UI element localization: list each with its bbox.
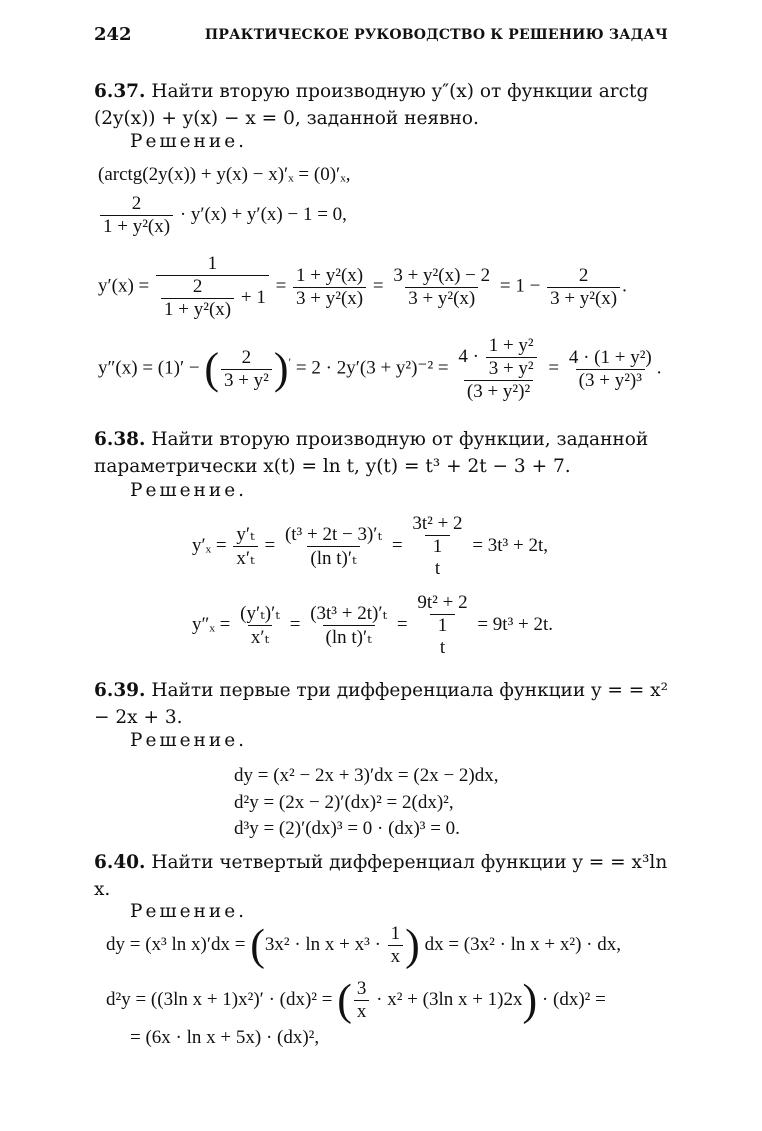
denominator: t xyxy=(439,637,446,658)
denominator: x′ₜ xyxy=(233,546,257,570)
equation: y′ₓ = $\frac{\text{y′ₜ}}{\text{x′ₜ}}$ = $\frac{\text{(t³ + 2t − 3)′ₜ}}{\text{(ln t)′ₜ}}$ = 3t² + 2 1 t = 3t³ + 2t, xyxy=(192,513,548,579)
denominator: x′ₜ xyxy=(248,625,272,649)
problem-number: 6.38. xyxy=(94,429,146,450)
equation-text: dx = (3x² · ln x + x²) · dx, xyxy=(424,933,621,955)
fraction xyxy=(293,265,366,310)
numerator: 1 xyxy=(437,615,448,636)
solution-label: Решение. xyxy=(130,131,248,152)
numerator: 1 + y² xyxy=(488,335,534,356)
fraction xyxy=(409,513,465,580)
fraction xyxy=(435,615,451,659)
numerator: 1 xyxy=(432,536,443,557)
numerator: 2 xyxy=(192,276,203,297)
equation-text: = 9t³ + 2t. xyxy=(477,613,554,635)
equation: d²y = ((3ln x + 1)x²)′ · (dx)² = ( $\frac{3}{x}$ · x² + (3ln x + 1)2x) · (dx)² = xyxy=(106,975,606,1025)
fraction xyxy=(156,253,269,321)
equation-text: = 3t³ + 2t, xyxy=(472,534,548,556)
numerator: 3t² + 2 xyxy=(412,513,463,534)
equation-text: = 2 · 2y′(3 + y²)⁻² = xyxy=(295,357,449,379)
numerator: (t³ + 2t − 3)′ₜ xyxy=(284,524,383,545)
equation-text: y′(x) = xyxy=(98,275,150,297)
denominator: 3 + y² xyxy=(486,357,537,380)
equation: y″(x) = (1)′ − ( $\frac{2}{\text{3 + y²}}$ )′ = 2 · 2y′(3 + y²)⁻² = 4 · $\frac{\text{1 + y²}}{\text{3 + y²}}$ (3 + y²)² = $\frac{\text{4 · (1 + y²)}}{\text{(3 + y²)³}}$ . xyxy=(98,335,662,402)
equation: dy = (x² − 2x + 3)′dx = (2x − 2)dx, xyxy=(234,765,499,786)
numerator: 3 xyxy=(356,978,367,999)
numerator: 9t² + 2 xyxy=(417,592,468,613)
equation: dy = (x³ ln x)′dx = (3x² · ln x + x³ · $\frac{1}{x}$ ) dx = (3x² · ln x + x²) · dx, xyxy=(106,920,621,970)
equation-text: y″(x) = (1)′ − xyxy=(98,357,200,379)
problem-number: 6.40. xyxy=(94,852,146,873)
numerator: 2 xyxy=(241,346,252,368)
denominator: x xyxy=(388,945,404,968)
problem-text: Найти первые три дифференциала функции y = = x² − 2x + 3. xyxy=(94,680,669,728)
denominator: (ln t)′ₜ xyxy=(307,546,359,570)
running-title: ПРАКТИЧЕСКОЕ РУКОВОДСТВО К РЕШЕНИЮ ЗАДАЧ xyxy=(204,27,668,43)
page-number: 242 xyxy=(94,24,132,45)
equation xyxy=(98,193,347,238)
equation-text: + 1 xyxy=(240,286,266,308)
numerator: 1 + y²(x) xyxy=(296,264,364,286)
denominator: x xyxy=(354,1000,370,1023)
numerator: y′ₜ xyxy=(236,524,255,545)
denominator: t xyxy=(434,558,441,579)
fraction xyxy=(455,335,541,403)
numerator: (y′ₜ)′ₜ xyxy=(240,603,280,624)
denominator: 3 + y²(x) xyxy=(547,287,620,310)
equation-text: · (dx)² = xyxy=(541,988,606,1010)
problem-number: 6.39. xyxy=(94,680,146,701)
denominator: 3 + y²(x) xyxy=(405,287,478,310)
fraction xyxy=(388,923,404,968)
numerator: (3t³ + 2t)′ₜ xyxy=(310,603,388,624)
fraction xyxy=(233,523,257,570)
fraction xyxy=(547,265,620,310)
numerator: 1 xyxy=(207,253,218,274)
problem-text: Найти вторую производную от функции, заданной параметрически x(t) = ln t, y(t) = t³ + 2t − 3 + 7. xyxy=(94,429,649,477)
equation-text: · y′(x) + y′(x) − 1 = 0, xyxy=(179,203,347,225)
numerator: 3 + y²(x) − 2 xyxy=(393,264,491,286)
equation: = (6x · ln x + 5x) · (dx)², xyxy=(130,1027,320,1048)
fraction xyxy=(414,592,470,659)
problem-text: Найти четвертый дифференциал функции y = = x³ln x. xyxy=(94,852,668,900)
numerator: 4 · (1 + y²) xyxy=(568,346,652,368)
equation-text: · x² + (3ln x + 1)2x xyxy=(376,988,523,1010)
denominator: (3 + y²)² xyxy=(464,380,533,403)
solution-label: Решение. xyxy=(130,901,248,922)
page-header xyxy=(94,24,668,50)
equation-text: y′ₓ = xyxy=(192,534,227,556)
solution-label: Решение. xyxy=(130,480,248,501)
solution-label: Решение. xyxy=(130,730,248,751)
fraction xyxy=(390,265,493,310)
equation: (arctg(2y(x)) + y(x) − x)′ₓ = (0)′ₓ, xyxy=(98,164,351,185)
denominator: 3 + y²(x) xyxy=(293,287,366,310)
denominator xyxy=(425,535,451,580)
problem-6-38 xyxy=(94,426,670,480)
denominator: (3 + y²)³ xyxy=(576,369,645,392)
fraction xyxy=(486,335,537,380)
denominator: (ln t)′ₜ xyxy=(323,625,375,649)
denominator: 1 + y²(x) xyxy=(161,298,234,321)
denominator xyxy=(156,275,269,321)
numerator xyxy=(455,335,541,380)
fraction xyxy=(354,978,370,1023)
problem-text: Найти вторую производную y″(x) от функции arctg (2y(x)) + y(x) − x = 0, заданной неявно. xyxy=(94,81,649,129)
fraction xyxy=(100,193,173,238)
denominator xyxy=(430,614,456,659)
fraction xyxy=(430,536,446,580)
fraction xyxy=(221,347,272,392)
equation-text: d²y = ((3ln x + 1)x²)′ · (dx)² = xyxy=(106,988,333,1010)
equation-text: 4 · xyxy=(458,345,479,367)
equation-text: = 1 − xyxy=(499,275,541,297)
equation: d²y = (2x − 2)′(dx)² = 2(dx)², xyxy=(234,792,454,813)
denominator: 3 + y² xyxy=(221,369,272,392)
numerator: 2 xyxy=(131,193,142,214)
fraction xyxy=(282,523,385,570)
fraction xyxy=(161,276,234,321)
equation: y′(x) = 1 $\frac{2}{\text{1 + y²(x)}}$ + 1 = $\frac{\text{1 + y²(x)}}{\text{3 + y²(x)}}$ = $\frac{\text{3 + y²(x) − 2}}{\text{3 + y²(x)}}$ = 1 − $\frac{2}{\text{3 + y²(x)}}$ . xyxy=(98,253,627,320)
problem-6-40 xyxy=(94,849,670,903)
problem-number: 6.37. xyxy=(94,81,146,102)
equation-text: y″ₓ = xyxy=(192,613,231,635)
denominator: 1 + y²(x) xyxy=(100,215,173,238)
numerator: 2 xyxy=(578,264,589,286)
equation: y″ₓ = $\frac{\text{(y′ₜ)′ₜ}}{\text{x′ₜ}}$ = $\frac{\text{(3t³ + 2t)′ₜ}}{\text{(ln t)′ₜ}}$ = 9t² + 2 1 t = 9t³ + 2t. xyxy=(192,592,554,658)
equation: d³y = (2)′(dx)³ = 0 · (dx)³ = 0. xyxy=(234,818,460,839)
problem-6-37 xyxy=(94,78,670,132)
equation-text: dy = (x³ ln x)′dx = xyxy=(106,933,246,955)
equation-text: 3x² · ln x + x³ · xyxy=(264,933,381,955)
problem-6-39 xyxy=(94,677,670,731)
numerator: 1 xyxy=(390,923,401,944)
fraction xyxy=(237,602,283,649)
fraction xyxy=(566,347,655,392)
fraction xyxy=(307,602,390,649)
